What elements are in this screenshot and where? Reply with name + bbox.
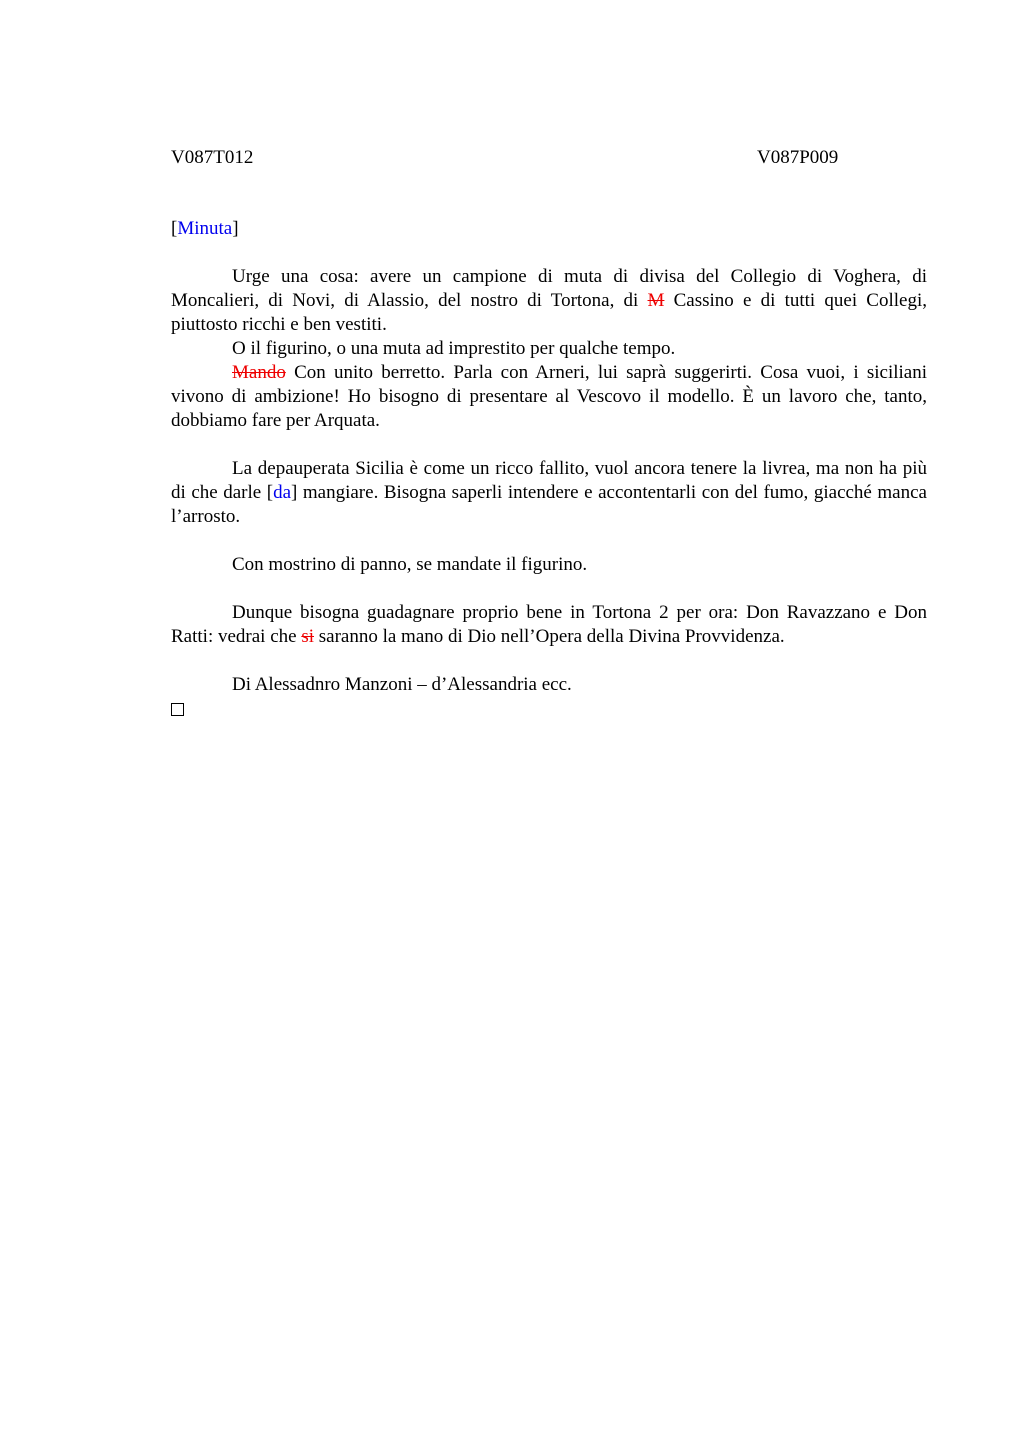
spacer xyxy=(171,433,927,457)
paragraph-3-text: Con unito berretto. Parla con Arneri, lui saprà suggerirti. Cosa vuoi, i siciliani vivono di ambizione! Ho bisogno di presentare al Vescovo il modello. È un lavoro che, tanto, dobbiamo fare per Arquata. xyxy=(171,362,927,431)
paragraph-4-text-b: mangiare. Bisogna saperli intendere e accontentarli con del fumo, giacché manca l’arrosto. xyxy=(171,482,927,527)
spacer xyxy=(171,241,927,265)
document-code-right: V087P009 xyxy=(757,147,839,168)
paragraph-7: Di Alessadnro Manzoni – d’Alessandria ecc. xyxy=(232,674,572,695)
paragraph-5: Con mostrino di panno, se mandate il figurino. xyxy=(232,554,588,575)
document-code-left: V087T012 xyxy=(171,147,254,168)
paragraph-6-text-a: Dunque bisogna guadagnare proprio bene in Tortona 2 per ora: Don Ravazzano e Don Ratti: vedrai che xyxy=(171,602,927,647)
paragraph-4-text-a: La depauperata Sicilia è come un ricco fallito, vuol ancora tenere la livrea, ma non ha più di che darle xyxy=(171,458,927,503)
bracket-close: ] xyxy=(232,218,239,239)
document-body xyxy=(171,217,927,723)
insertion-da: da xyxy=(273,482,292,503)
square-outline-icon xyxy=(171,703,184,716)
spacer xyxy=(171,529,927,553)
deletion-mando: Mando xyxy=(232,362,286,383)
paragraph-6-text-b: saranno la mano di Dio nell’Opera della Divina Provvidenza. xyxy=(314,626,785,647)
insert-bracket-close: ] xyxy=(291,482,298,503)
paragraph-6 xyxy=(171,601,927,649)
paragraph-4 xyxy=(171,457,927,529)
spacer xyxy=(171,577,927,601)
paragraph-1-text-a: Urge una cosa: avere un campione di muta di divisa del Collegio di Voghera, di Moncalieri, di Novi, di Alassio, del nostro di Tortona, di xyxy=(171,266,927,311)
spacer xyxy=(171,649,927,673)
minuta-label-text: Minuta xyxy=(177,218,233,239)
insert-bracket-open: [ xyxy=(266,482,274,503)
end-mark xyxy=(171,697,927,723)
paragraph-1 xyxy=(171,265,927,337)
deletion-m: M xyxy=(647,290,665,311)
bracket-open: [ xyxy=(171,218,178,239)
paragraph-3 xyxy=(171,361,927,433)
paragraph-2: O il figurino, o una muta ad imprestito per qualche tempo. xyxy=(232,338,676,359)
minuta-label xyxy=(171,217,927,241)
deletion-si: si xyxy=(301,626,314,647)
paragraph-1-text-b: Cassino e di tutti quei Collegi, piuttosto ricchi e ben vestiti. xyxy=(171,290,927,335)
